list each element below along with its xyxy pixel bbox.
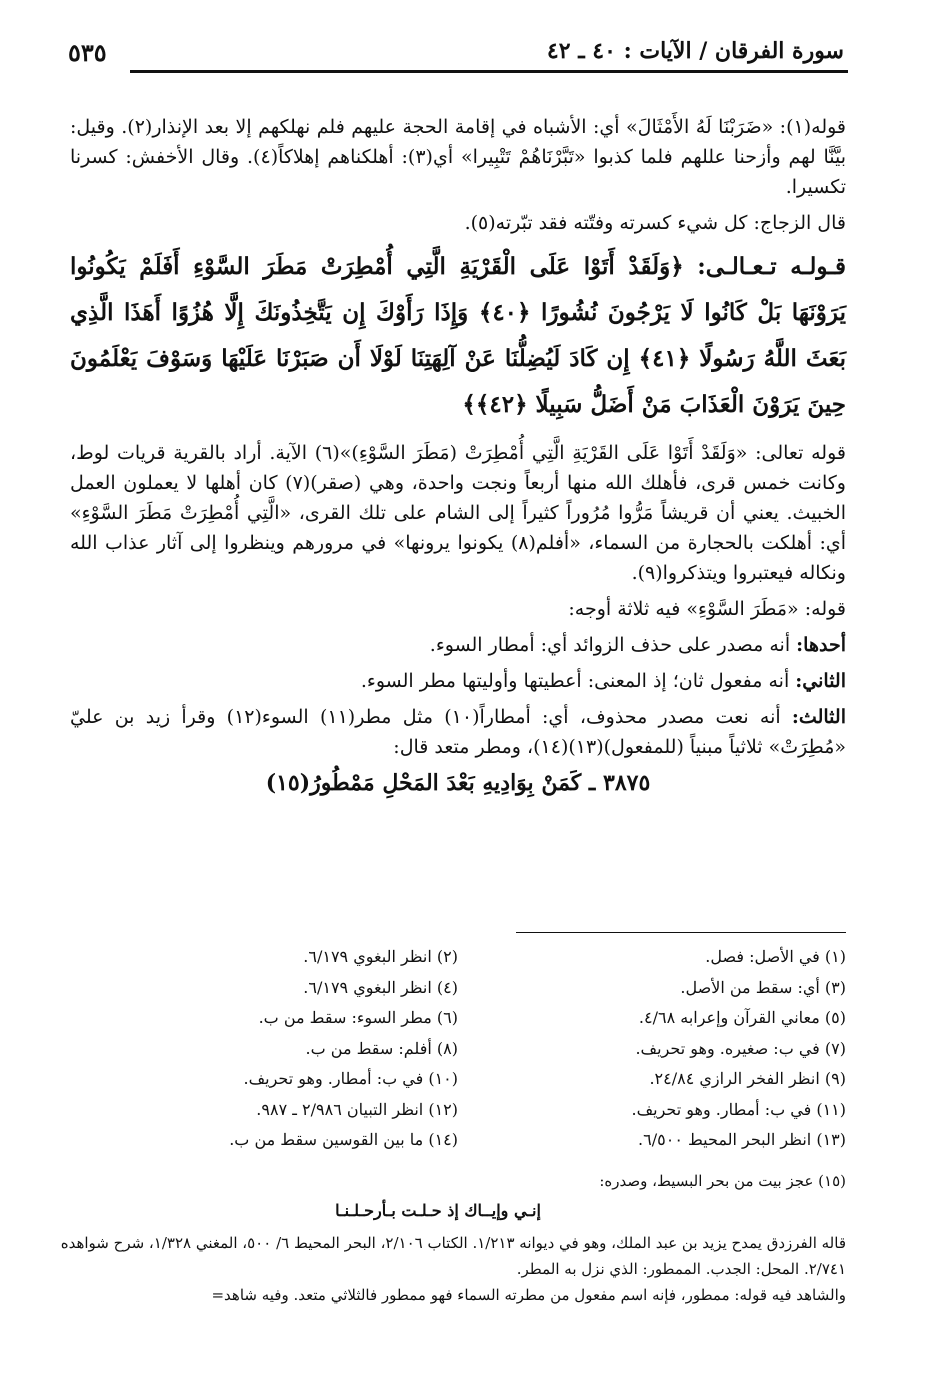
footnote: (١١) في ب: أمطار. وهو تحريف. bbox=[631, 1099, 846, 1119]
main-text bbox=[70, 112, 846, 804]
footnote: (١) في الأصل: فصل. bbox=[705, 947, 846, 966]
footnote: (٣) أي: سقط من الأصل. bbox=[680, 977, 846, 997]
footnote-rule bbox=[516, 932, 846, 933]
footnote: (٨) أفلم: سقط من ب. bbox=[305, 1038, 458, 1058]
quran-verses: قـولـه تـعـالـى: ﴿وَلَقَدْ أَتَوْا عَلَى الْقَرْيَةِ الَّتِي أُمْطِرَتْ مَطَرَ السَّوْءِ أَفَلَمْ يَكُونُوا يَرَوْنَهَا بَلْ كَانُوا لَا يَرْجُونَ نُشُورًا ﴿٤٠﴾ وَإِذَا رَأَوْكَ إِن يَتَّخِذُونَكَ إِلَّا هُزُوًا أَهَذَا الَّذِي بَعَثَ اللَّهُ رَسُولًا ﴿٤١﴾ إِن كَادَ لَيُضِلُّنَا عَنْ آلِهَتِنَا لَوْلَا أَن صَبَرْنَا عَلَيْهَا وَسَوْفَ يَعْلَمُونَ حِينَ يَرَوْنَ الْعَذَابَ مَنْ أَضَلُّ سَبِيلًا ﴿٤٢﴾﴾ bbox=[70, 253, 846, 418]
poem-line: ٣٨٧٥ ـ كَمَنْ بِوَادِيهِ بَعْدَ المَحْلِ مَمْطُورُ(١٥) bbox=[265, 770, 651, 796]
footnote: (٥) معاني القرآن وإعرابه ٤/٦٨. bbox=[638, 1008, 846, 1027]
footnote: (٦) مطر السوء: سقط من ب. bbox=[258, 1008, 458, 1027]
footnote: (١٢) انظر التبيان ٢/٩٨٦ ـ ٩٨٧. bbox=[256, 1099, 458, 1119]
footnote: (٩) انظر الفخر الرازي ٢٤/٨٤. bbox=[649, 1069, 846, 1088]
footnote-15-intro: (١٥) عجز بيت من بحر البسيط، وصدره: bbox=[599, 1172, 846, 1190]
running-title: سورة الفرقان / الآيات : ٤٠ ـ ٤٢ bbox=[539, 38, 844, 64]
aspect-2 bbox=[70, 666, 846, 696]
aspect-1-label: أحدها: bbox=[796, 634, 846, 656]
footnote-15-source: قاله الفرزدق يمدح يزيد بن عبد الملك، وهو في ديوانه ١/٢١٣. الكتاب ٢/١٠٦، البحر المحيط ٦/ ٥٠٠، المغني ١/٣٢٨، شرح شواهده ٢/٧٤١. المحل: الجدب. الممطور: الذي نزل به المطر. bbox=[60, 1234, 846, 1278]
aspect-2-text: أنه مفعول ثان؛ إذ المعنى: أعطيتها وأوليتها مطر السوء. bbox=[360, 670, 796, 692]
aspect-3-label: الثالث: bbox=[791, 706, 846, 728]
paragraph-1: قوله(١): «ضَرَبْنَا لَهُ الأَمْثَالَ» أي: الأشباه في إقامة الحجة عليهم فلم نهلكهم إلا بعد الإنذار(٢). وقيل: بيَّنَّا لهم وأزحنا عللهم فلما كذبوا «تَبَّرْنَاهُمْ تَتْبِيرا» أي(٣): أهلكناهم إهلاكاً(٤). وقال الأخفش: كسرنا تكسيرا. bbox=[70, 116, 847, 198]
aspect-1 bbox=[70, 630, 846, 660]
footnote: (١٤) ما بين القوسين سقط من ب. bbox=[229, 1130, 458, 1149]
footnote: (٢) انظر البغوي ٦/١٧٩. bbox=[303, 947, 458, 966]
footnote: (١٠) في ب: أمطار. وهو تحريف. bbox=[243, 1069, 458, 1088]
aspect-3-text: أنه نعت مصدر محذوف، أي: أمطاراً(١٠) مثل مطر(١١) السوء(١٢) وقرأ زيد بن عليّ «مُطِرَتْ» ثلاثياً مبنياً (للمفعول)(١٣)(١٤)، ومطر متعد قال: bbox=[70, 706, 846, 758]
aspect-3 bbox=[70, 702, 846, 762]
footnotes bbox=[70, 942, 846, 1156]
footnote: (٤) انظر البغوي ٦/١٧٩. bbox=[303, 977, 458, 997]
footnote-15-witness: والشاهد فيه قوله: ممطور، فإنه اسم مفعول من مطرته السماء فهو ممطور فالثلاثي متعد. وفيه شاهد= bbox=[211, 1286, 846, 1304]
page-number: ٥٣٥ bbox=[68, 38, 107, 67]
footnote-15 bbox=[30, 1168, 846, 1308]
footnote-15-verse: إنـي وإيــاك إذ حـلـت بـأرحـلـنـا bbox=[335, 1201, 541, 1220]
footnote: (٧) في ب: صغيره. وهو تحريف. bbox=[635, 1038, 846, 1058]
footnote: (١٣) انظر البحر المحيط ٦/٥٠٠. bbox=[638, 1130, 846, 1149]
page-header bbox=[68, 34, 848, 86]
header-rule bbox=[130, 70, 848, 73]
aspect-2-label: الثاني: bbox=[795, 670, 846, 692]
aspect-1-text: أنه مصدر على حذف الزوائد أي: أمطار السوء. bbox=[429, 634, 797, 656]
paragraph-2: قال الزجاج: كل شيء كسرته وفتّته فقد تبّرته(٥). bbox=[464, 212, 846, 234]
paragraph-4: قوله: «مَطَرَ السَّوْءِ» فيه ثلاثة أوجه: bbox=[568, 598, 846, 620]
paragraph-3: قوله تعالى: «وَلَقَدْ أَتَوْا عَلَى القَرْيَةِ الَّتِي أُمْطِرَتْ (مَطَرَ السَّوْءِ)»(٦) الآية. أراد بالقرية قريات لوط، وكانت خمس قرى، فأهلك الله منها أربعاً ونجت واحدة، وهي (صقر)(٧) كان أهلها لا يعملون العمل الخبيث. يعني أن قريشاً مَرُّوا مُرُوراً كثيراً إلى الشام على تلك القرى، «الَّتِي أُمْطِرَتْ مَطَرَ السَّوْءِ» أي: أهلكت بالحجارة من السماء، «أفلم(٨) يكونوا يرونها» في مرورهم وينظروا إلى آثار عذاب الله ونكاله فيعتبروا ويتذكروا(٩). bbox=[70, 442, 846, 584]
